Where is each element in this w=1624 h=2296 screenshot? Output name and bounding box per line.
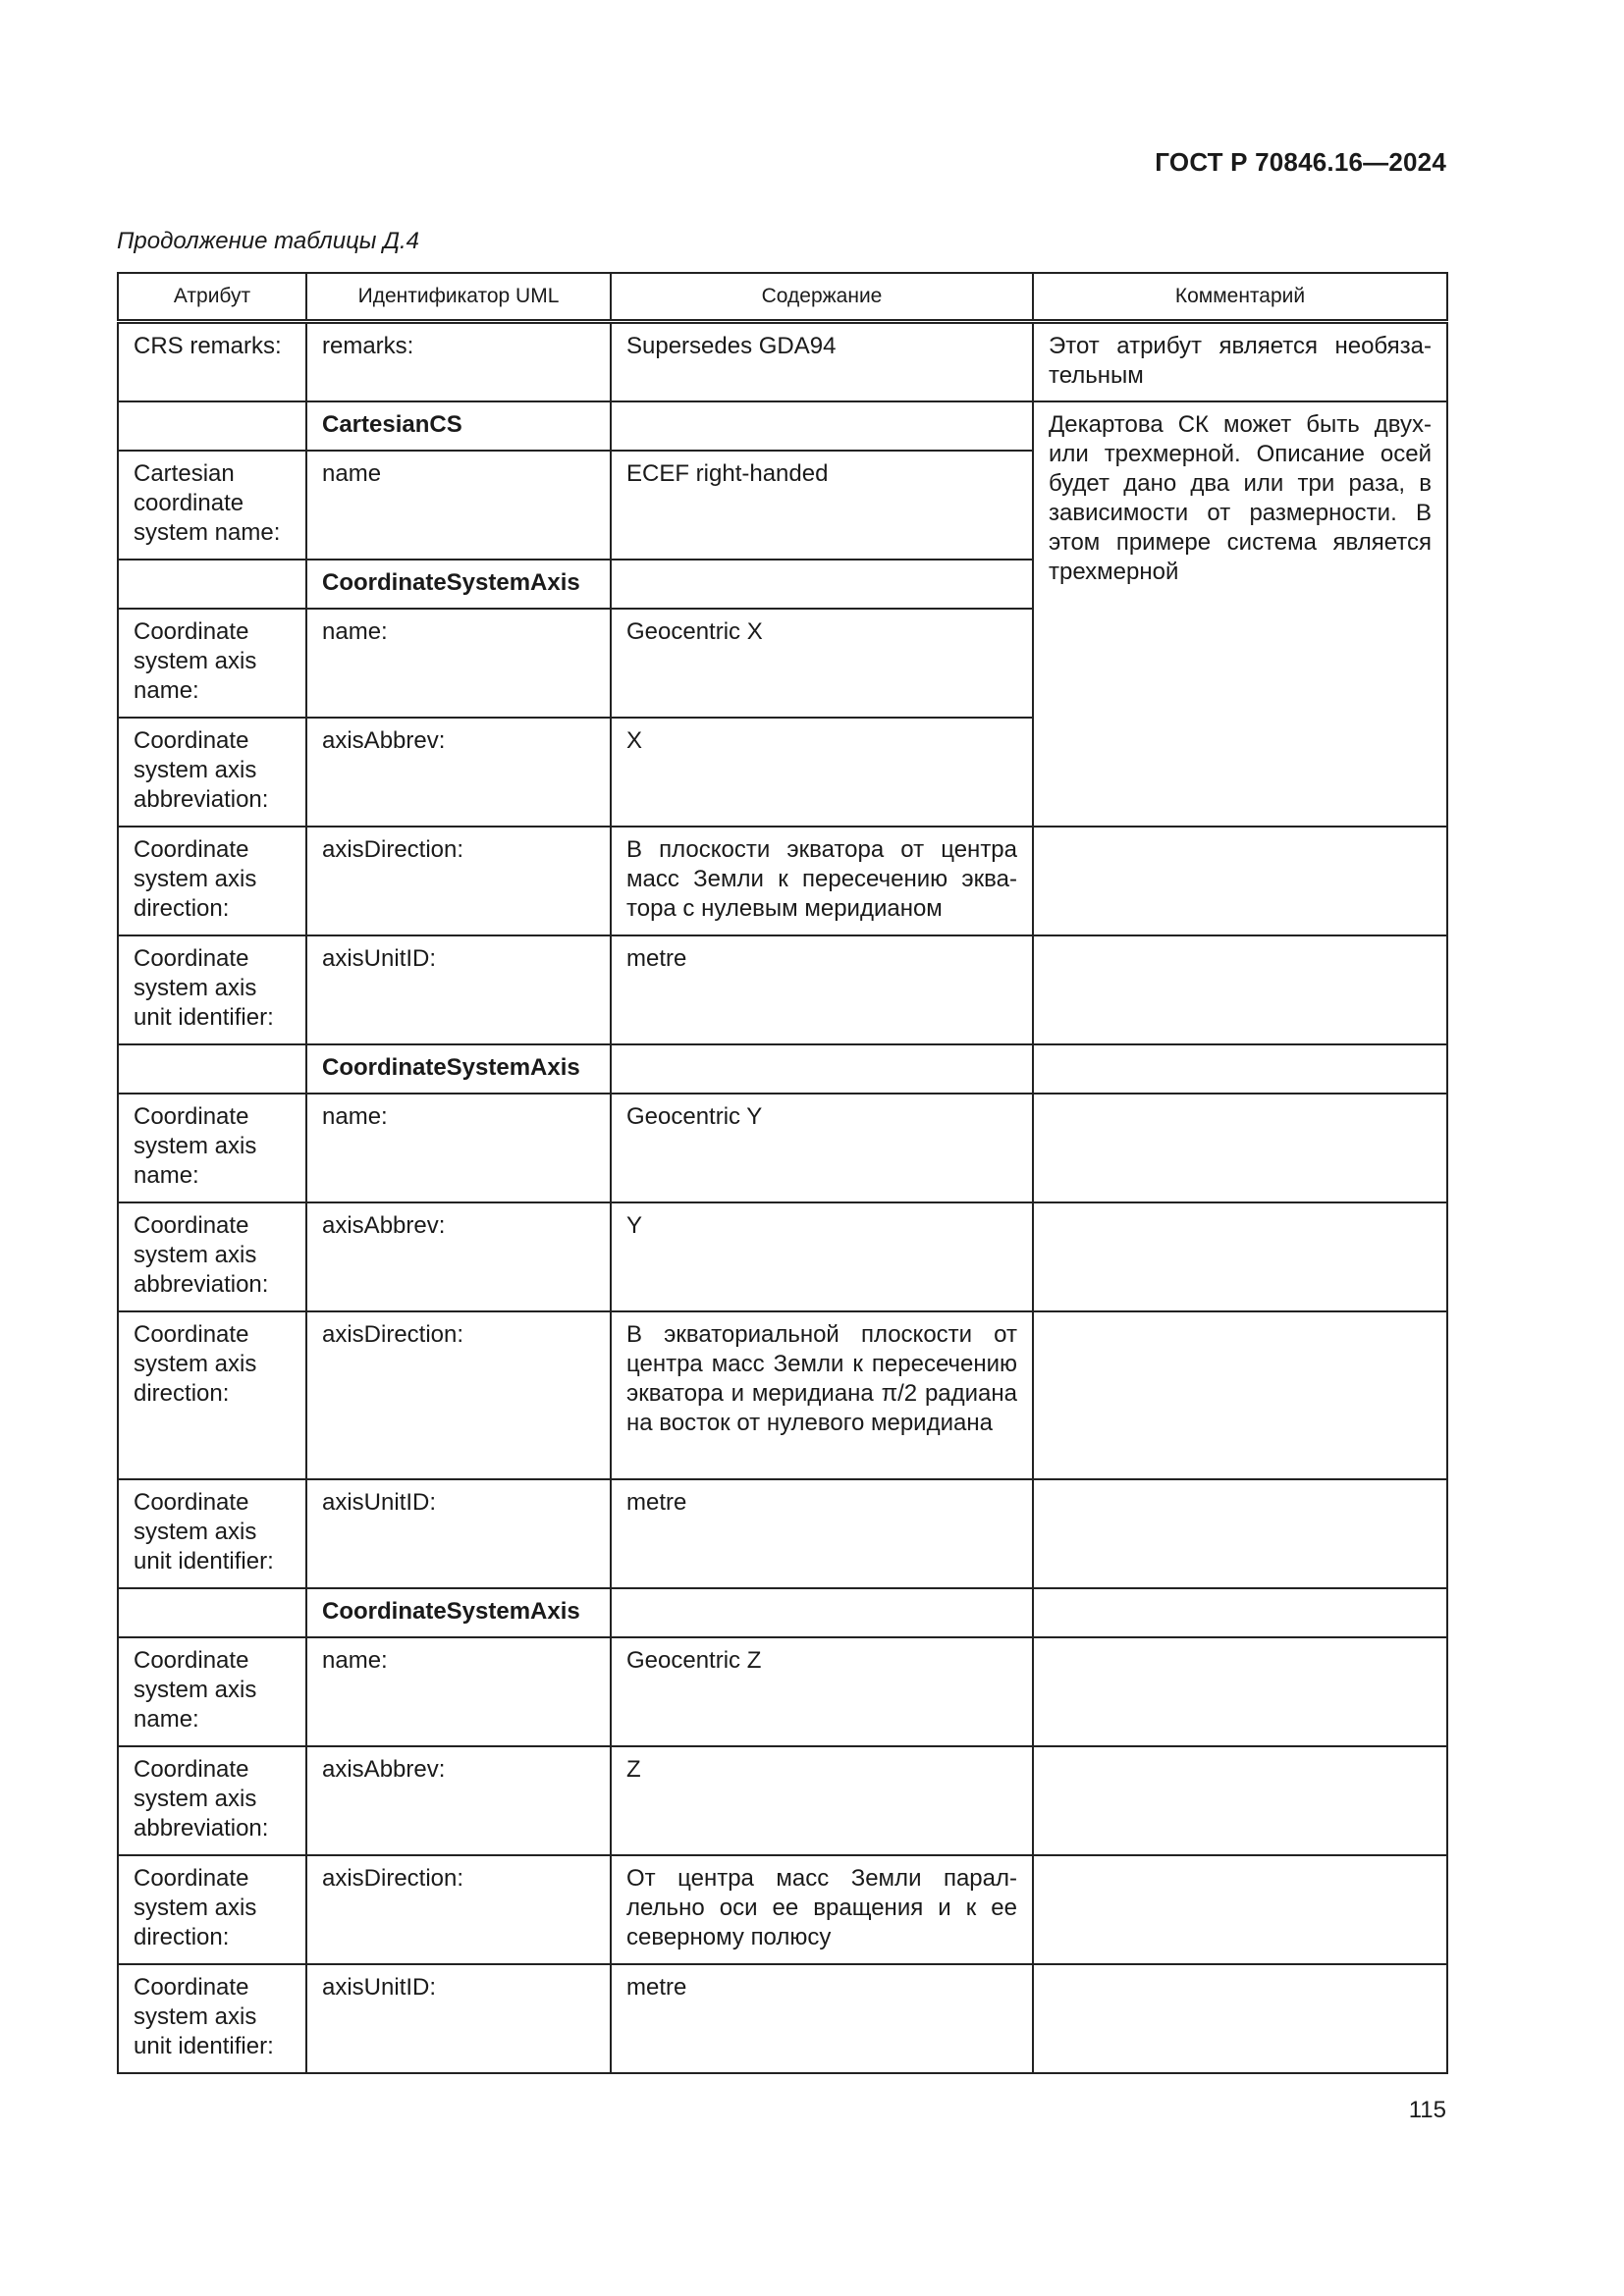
table-caption: Продолжение таблицы Д.4 <box>117 228 420 254</box>
cell-comment <box>1033 1202 1447 1311</box>
document-standard-id: ГОСТ Р 70846.16—2024 <box>1155 147 1446 177</box>
cell-attribute: Coordinate system axis abbreviation: <box>118 1746 306 1855</box>
table-row <box>118 1746 1447 1855</box>
cell-uml: axisDirection: <box>306 1855 611 1964</box>
cell-attribute: Coordinate system axis unit identifier: <box>118 935 306 1044</box>
cell-uml: axisUnitID: <box>306 935 611 1044</box>
cell-uml: name <box>306 451 611 560</box>
cell-uml-class: CoordinateSystemAxis <box>306 1588 611 1637</box>
cell-uml: axisAbbrev: <box>306 1202 611 1311</box>
cell-attribute: Cartesian coordinate system name: <box>118 451 306 560</box>
cell-comment <box>1033 827 1447 935</box>
cell-attribute <box>118 1588 306 1637</box>
cell-uml: axisDirection: <box>306 1311 611 1479</box>
cell-uml: axisAbbrev: <box>306 1746 611 1855</box>
cell-uml-class: CoordinateSystemAxis <box>306 1044 611 1094</box>
cell-attribute: Coordinate system axis abbreviation: <box>118 1202 306 1311</box>
table-row <box>118 1588 1447 1637</box>
table-row <box>118 401 1447 451</box>
cell-attribute: Coordinate system axis direction: <box>118 1855 306 1964</box>
cell-attribute <box>118 1044 306 1094</box>
table-row <box>118 1202 1447 1311</box>
column-header-content: Содержание <box>611 273 1033 322</box>
cell-content: metre <box>611 935 1033 1044</box>
cell-content <box>611 1588 1033 1637</box>
cell-comment: Этот атрибут является необязательным <box>1033 322 1447 401</box>
cell-attribute <box>118 401 306 451</box>
cell-comment <box>1033 1637 1447 1746</box>
table-row <box>118 935 1447 1044</box>
cell-content: Y <box>611 1202 1033 1311</box>
cell-content: ECEF right-handed <box>611 451 1033 560</box>
cell-attribute: Coordinate system axis abbreviation: <box>118 718 306 827</box>
cell-comment <box>1033 1855 1447 1964</box>
cell-comment <box>1033 1746 1447 1855</box>
cell-content: Geocentric Z <box>611 1637 1033 1746</box>
cell-content: Z <box>611 1746 1033 1855</box>
cell-attribute: Coordinate system axis name: <box>118 1637 306 1746</box>
cell-uml: name: <box>306 1094 611 1202</box>
table-row <box>118 1637 1447 1746</box>
cell-comment <box>1033 1311 1447 1479</box>
table-header-row <box>118 273 1447 322</box>
cell-content: Geocentric Y <box>611 1094 1033 1202</box>
cell-attribute: Coordinate system axis name: <box>118 1094 306 1202</box>
cell-content: metre <box>611 1964 1033 2073</box>
cell-attribute: Coordinate system axis direction: <box>118 827 306 935</box>
cell-comment <box>1033 1479 1447 1588</box>
cell-content: В плоскости экватора от центра масс Земли к пересечению экватора с нулевым меридианом <box>611 827 1033 935</box>
table-row <box>118 1855 1447 1964</box>
cell-content: Supersedes GDA94 <box>611 322 1033 401</box>
cell-content: metre <box>611 1479 1033 1588</box>
cell-comment <box>1033 935 1447 1044</box>
cell-attribute: Coordinate system axis unit identifier: <box>118 1479 306 1588</box>
cell-comment <box>1033 1094 1447 1202</box>
table-row <box>118 1479 1447 1588</box>
table-row <box>118 1311 1447 1479</box>
table-row <box>118 827 1447 935</box>
cell-uml: axisUnitID: <box>306 1479 611 1588</box>
column-header-uml-identifier: Идентификатор UML <box>306 273 611 322</box>
cell-uml: axisUnitID: <box>306 1964 611 2073</box>
column-header-attribute: Атрибут <box>118 273 306 322</box>
column-header-comment: Комментарий <box>1033 273 1447 322</box>
cell-attribute: Coordinate system axis name: <box>118 609 306 718</box>
cell-attribute: Coordinate system axis unit identifier: <box>118 1964 306 2073</box>
table-row <box>118 1094 1447 1202</box>
cell-uml-class: CoordinateSystemAxis <box>306 560 611 609</box>
table-row <box>118 1044 1447 1094</box>
cell-comment <box>1033 1588 1447 1637</box>
cell-comment-merged: Декартова СК может быть двух- или трехмерной. Описание осей будет дано два или три раза, в зависимости от размерности. В этом примере система является трехмерной <box>1033 401 1447 827</box>
cell-uml: name: <box>306 1637 611 1746</box>
attributes-table <box>117 272 1448 2074</box>
cell-attribute: Coordinate system axis direction: <box>118 1311 306 1479</box>
cell-comment <box>1033 1044 1447 1094</box>
cell-uml: remarks: <box>306 322 611 401</box>
table-row <box>118 1964 1447 2073</box>
page-number: 115 <box>1408 2097 1446 2123</box>
cell-uml-class: CartesianCS <box>306 401 611 451</box>
cell-content <box>611 401 1033 451</box>
cell-attribute <box>118 560 306 609</box>
cell-content: Geocentric X <box>611 609 1033 718</box>
cell-content <box>611 560 1033 609</box>
table-row <box>118 322 1447 401</box>
cell-uml: axisDirection: <box>306 827 611 935</box>
cell-attribute: CRS remarks: <box>118 322 306 401</box>
cell-content: X <box>611 718 1033 827</box>
cell-uml: name: <box>306 609 611 718</box>
cell-content: От центра масс Земли параллельно оси ее вращения и к ее северному полюсу <box>611 1855 1033 1964</box>
cell-content <box>611 1044 1033 1094</box>
cell-content: В экваториальной плоскости от центра масс Земли к пересечению экватора и меридиана π/2 радиана на восток от нулевого меридиана <box>611 1311 1033 1479</box>
cell-uml: axisAbbrev: <box>306 718 611 827</box>
cell-comment <box>1033 1964 1447 2073</box>
